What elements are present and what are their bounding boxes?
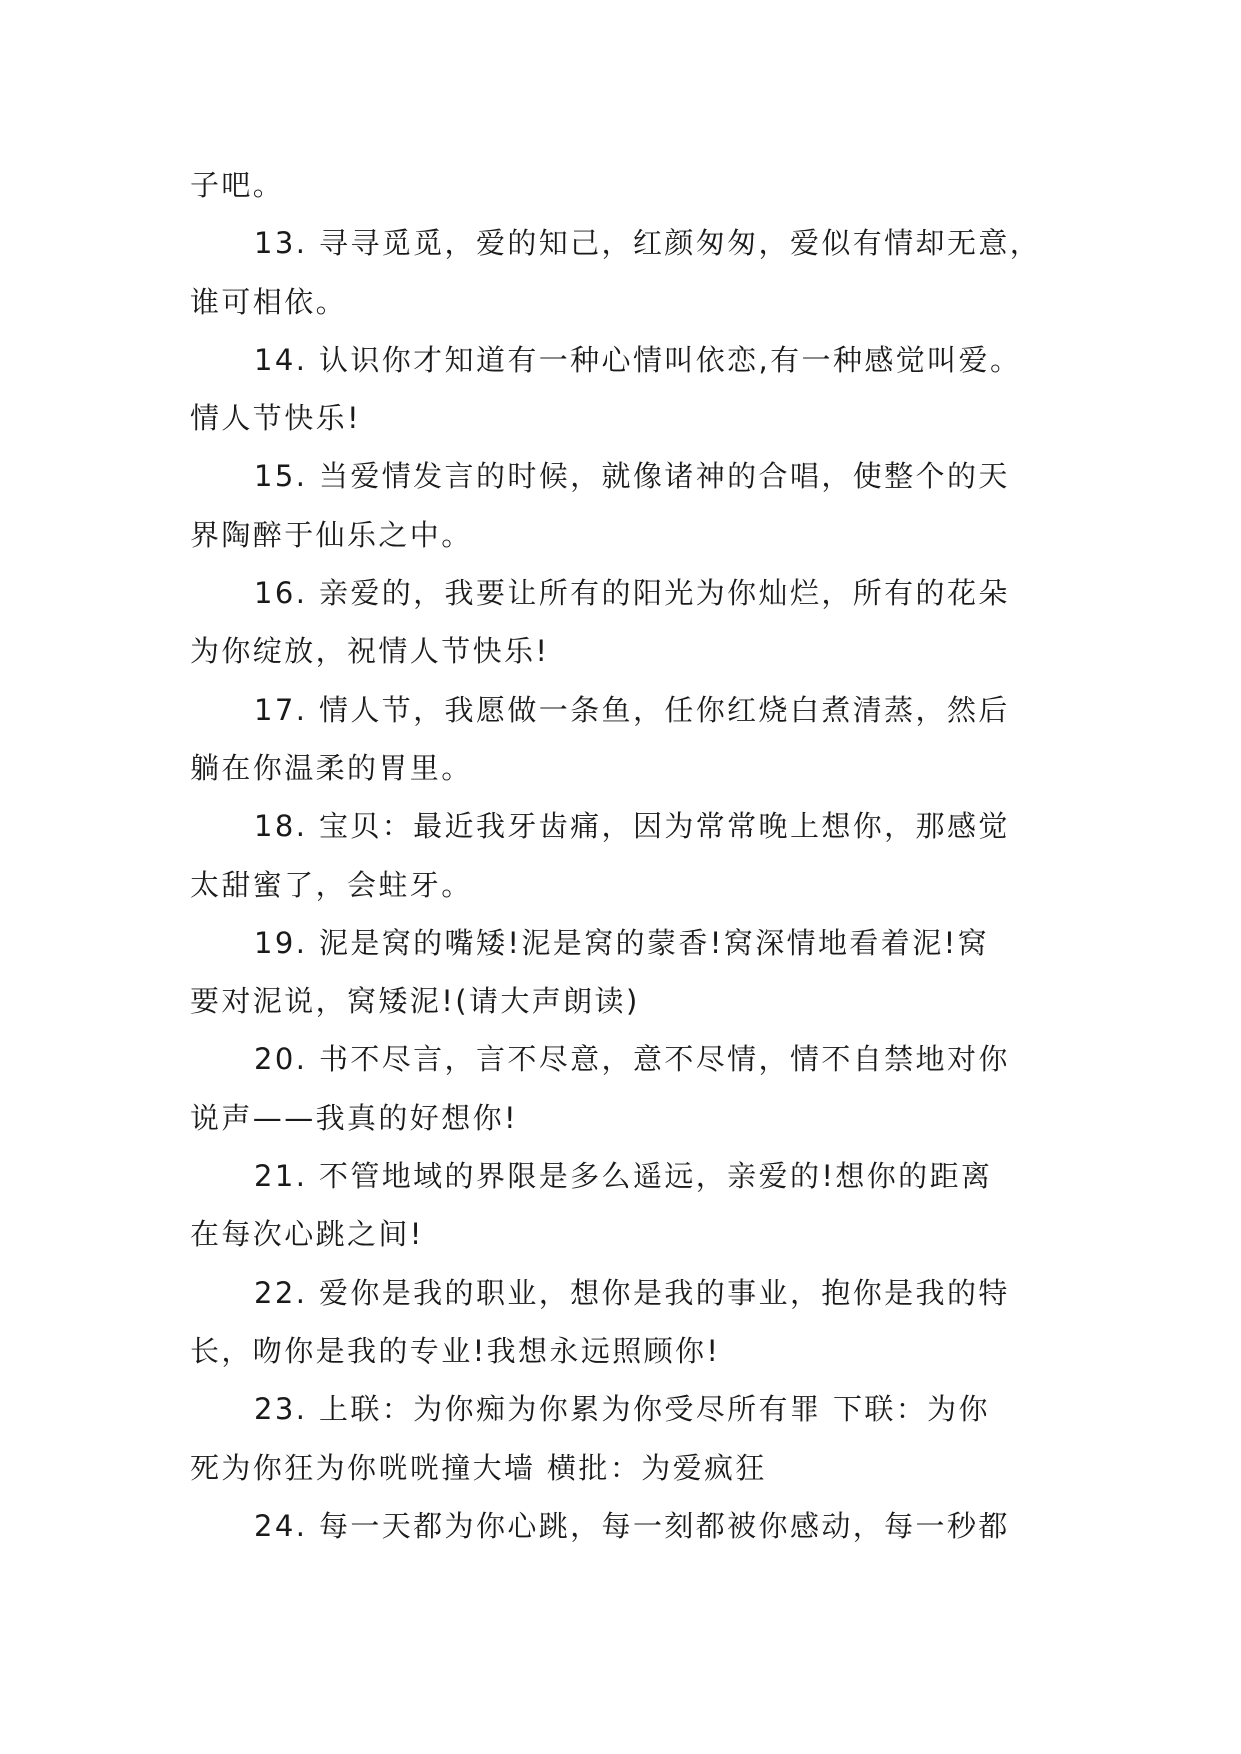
text-line: 子吧。 — [190, 168, 285, 202]
text-line: 21. 不管地域的界限是多么遥远，亲爱的!想你的距离 — [254, 1159, 993, 1194]
text-line: 说声——我真的好想你! — [190, 1100, 519, 1135]
text-line: 在每次心跳之间! — [190, 1217, 424, 1252]
text-line: 死为你狂为你咣咣撞大墙 横批：为爱疯狂 — [190, 1450, 767, 1485]
text-line: 18. 宝贝：最近我牙齿痛，因为常常晚上想你，那感觉 — [254, 809, 1010, 844]
text-line: 界陶醉于仙乐之中。 — [190, 517, 473, 552]
text-line: 情人节快乐! — [190, 401, 362, 436]
text-line: 17. 情人节，我愿做一条鱼，任你红烧白煮清蒸，然后 — [254, 692, 1010, 727]
text-line: 13. 寻寻觅觅，爱的知己，红颜匆匆，爱似有情却无意， — [254, 226, 1042, 261]
text-line: 躺在你温柔的胃里。 — [190, 750, 473, 785]
text-line: 要对泥说，窝矮泥!(请大声朗读) — [190, 984, 640, 1019]
text-line: 24. 每一天都为你心跳，每一刻都被你感动，每一秒都 — [254, 1508, 1010, 1543]
text-line: 22. 爱你是我的职业，想你是我的事业，抱你是我的特 — [254, 1275, 1010, 1310]
text-line: 谁可相依。 — [190, 284, 348, 319]
text-line: 长，吻你是我的专业!我想永远照顾你! — [190, 1333, 721, 1368]
text-line: 19. 泥是窝的嘴矮!泥是窝的蒙香!窝深情地看着泥!窝 — [254, 925, 990, 960]
text-line: 14. 认识你才知道有一种心情叫依恋,有一种感觉叫爱。 — [254, 342, 1022, 377]
text-line: 15. 当爱情发言的时候，就像诸神的合唱，使整个的天 — [254, 459, 1010, 494]
text-line: 20. 书不尽言，言不尽意，意不尽情，情不自禁地对你 — [254, 1042, 1010, 1077]
text-line: 太甜蜜了，会蛀牙。 — [190, 867, 473, 902]
document-body — [190, 156, 1050, 1555]
text-line: 为你绽放，祝情人节快乐! — [190, 634, 550, 669]
text-line: 16. 亲爱的，我要让所有的阳光为你灿烂，所有的花朵 — [254, 576, 1010, 611]
text-line: 23. 上联：为你痴为你累为你受尽所有罪 下联：为你 — [254, 1392, 990, 1427]
